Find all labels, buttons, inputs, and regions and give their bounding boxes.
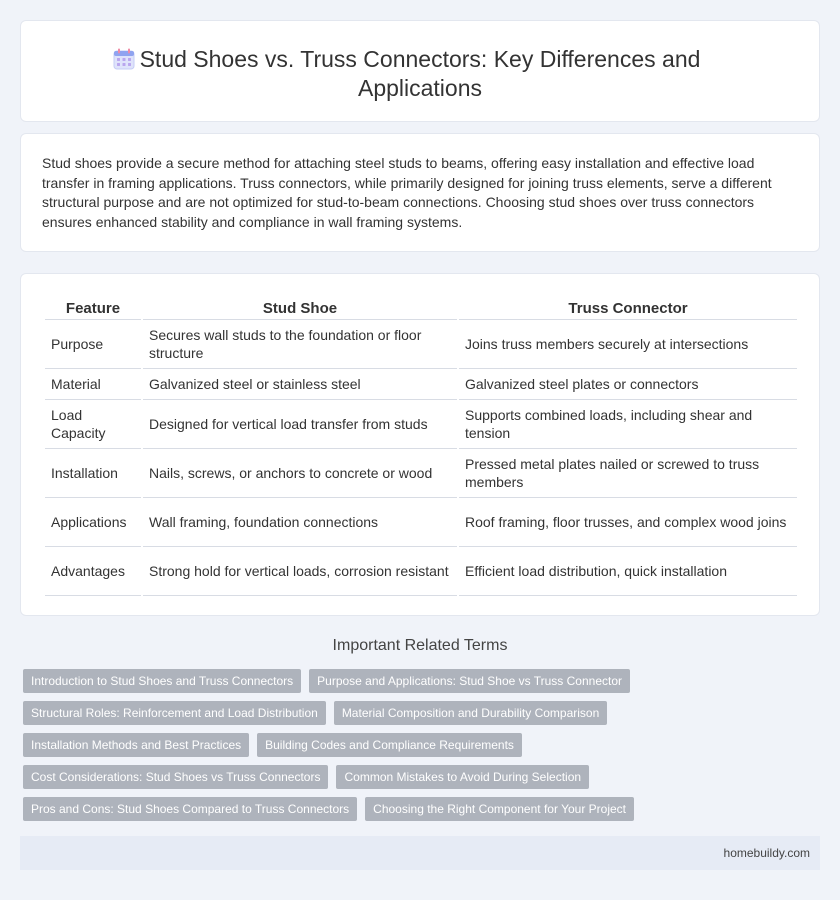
table-cell: Strong hold for vertical loads, corrosion resistant: [143, 547, 457, 596]
table-cell: Galvanized steel plates or connectors: [459, 369, 797, 400]
table-row: [45, 369, 797, 400]
header-truss-connector: Truss Connector: [459, 294, 797, 320]
related-term-tag[interactable]: Introduction to Stud Shoes and Truss Connectors: [23, 669, 301, 693]
related-term-tag[interactable]: Pros and Cons: Stud Shoes Compared to Truss Connectors: [23, 797, 357, 821]
footer-site-link[interactable]: homebuildy.com: [723, 846, 810, 860]
table-cell: Nails, screws, or anchors to concrete or wood: [143, 449, 457, 498]
comparison-card: [20, 273, 820, 616]
related-term-tag[interactable]: Installation Methods and Best Practices: [23, 733, 249, 757]
related-term-tag[interactable]: Building Codes and Compliance Requirements: [257, 733, 522, 757]
footer: [20, 836, 820, 870]
page-title: Stud Shoes vs. Truss Connectors: Key Differences and Applications: [139, 46, 701, 101]
related-term-tag[interactable]: Choosing the Right Component for Your Project: [365, 797, 634, 821]
table-cell: Joins truss members securely at intersections: [459, 320, 797, 369]
table-cell: Roof framing, floor trusses, and complex wood joins: [459, 498, 797, 547]
table-cell: Pressed metal plates nailed or screwed to truss members: [459, 449, 797, 498]
table-cell: Supports combined loads, including shear and tension: [459, 400, 797, 449]
table-cell: Secures wall studs to the foundation or floor structure: [143, 320, 457, 369]
table-cell: Material: [45, 369, 141, 400]
header-feature: Feature: [45, 294, 141, 320]
table-cell: Installation: [45, 449, 141, 498]
table-header-row: [45, 294, 797, 320]
related-terms-list: [23, 669, 813, 829]
related-term-tag[interactable]: Structural Roles: Reinforcement and Load Distribution: [23, 701, 326, 725]
table-cell: Designed for vertical load transfer from studs: [143, 400, 457, 449]
table-cell: Efficient load distribution, quick installation: [459, 547, 797, 596]
table-cell: Applications: [45, 498, 141, 547]
table-row: [45, 320, 797, 369]
related-term-tag[interactable]: Purpose and Applications: Stud Shoe vs Truss Connector: [309, 669, 630, 693]
related-term-tag[interactable]: Common Mistakes to Avoid During Selection: [336, 765, 589, 789]
comparison-table: [43, 294, 799, 596]
table-cell: Wall framing, foundation connections: [143, 498, 457, 547]
table-cell: Load Capacity: [45, 400, 141, 449]
related-term-tag[interactable]: Material Composition and Durability Comparison: [334, 701, 607, 725]
table-cell: Galvanized steel or stainless steel: [143, 369, 457, 400]
table-row: [45, 400, 797, 449]
header-stud-shoe: Stud Shoe: [143, 294, 457, 320]
table-cell: Advantages: [45, 547, 141, 596]
table-row: [45, 547, 797, 596]
intro-card: [20, 133, 820, 252]
table-row: [45, 449, 797, 498]
intro-paragraph: Stud shoes provide a secure method for attaching steel studs to beams, offering easy installation and effective load transfer in framing applications. Truss connectors, while primarily designed for joining truss elements, serve a different structural purpose and are not optimized for stud-to-beam connections. Choosing stud shoes over truss connectors ensures enhanced stability and compliance in wall framing systems.: [42, 155, 772, 230]
related-term-tag[interactable]: Cost Considerations: Stud Shoes vs Truss Connectors: [23, 765, 328, 789]
table-cell: Purpose: [45, 320, 141, 369]
table-row: [45, 498, 797, 547]
title-card: [20, 20, 820, 122]
related-terms-title: Important Related Terms: [332, 637, 508, 654]
